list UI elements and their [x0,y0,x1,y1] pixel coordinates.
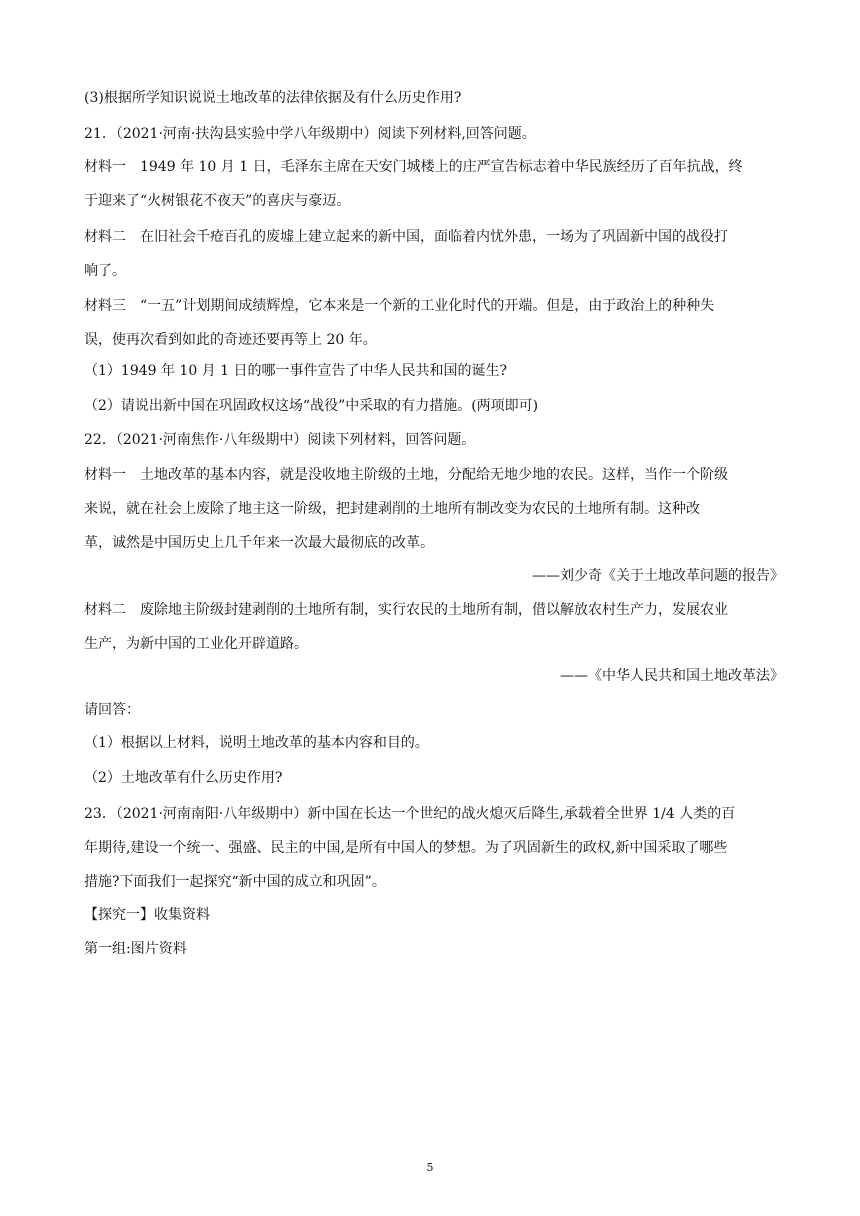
question-23-line-3: 措施?下面我们一起探究“新中国的成立和巩固”。 [84,874,386,890]
question-21-part-1: （1）1949 年 10 月 1 日的哪一事件宣告了中华人民共和国的诞生? [84,363,508,379]
material-22-1-line-1: 材料一 土地改革的基本内容，就是没收地主阶级的土地，分配给无地少地的农民。这样，当作一个阶级 [84,467,728,483]
question-22-part-2: （2）土地改革有什么历史作用? [84,770,283,786]
question-23-line-1: 23．（2021·河南南阳·八年级期中）新中国在长达一个世纪的战火熄灭后降生,承载着全世界 1/4 人类的百 [84,806,736,822]
question-22-heading: 22．（2021·河南焦作·八年级期中）阅读下列材料，回答问题。 [84,432,476,448]
material-3-line-2: 误，使再次看到如此的奇迹还要再等上 20 年。 [84,332,377,348]
material-2-line-2: 响了。 [84,263,126,279]
question-23-line-2: 年期待,建设一个统一、强盛、民主的中国,是所有中国人的梦想。为了巩固新生的政权,新中国采取了哪些 [84,840,728,856]
material-1-line-1: 材料一 1949 年 10 月 1 日，毛泽东主席在天安门城楼上的庄严宣告标志着中华民族经历了百年抗战，终 [84,159,743,175]
question-21-heading: 21．（2021·河南·扶沟县实验中学八年级期中）阅读下列材料,回答问题。 [84,126,536,142]
material-2-line-1: 材料二 在旧社会千疮百孔的废墟上建立起来的新中国，面临着内忧外患，一场为了巩固新中国的战役打 [84,229,728,245]
question-21-part-2: （2）请说出新中国在巩固政权这场“战役”中采取的有力措施。(两项即可) [84,398,539,414]
group-1-heading: 第一组:图片资料 [84,941,187,957]
material-22-2-line-1: 材料二 废除地主阶级封建剥削的土地所有制，实行农民的土地所有制，借以解放农村生产力，发展农业 [84,602,728,618]
material-22-1-line-3: 革，诚然是中国历史上几千年来一次最大最彻底的改革。 [84,535,434,551]
question-22-part-1: （1）根据以上材料，说明土地改革的基本内容和目的。 [84,735,429,751]
material-22-2-line-2: 生产，为新中国的工业化开辟道路。 [84,636,308,652]
material-22-1-source: ——刘少奇《关于土地改革问题的报告》 [532,568,784,584]
material-3-line-1: 材料三 “一五”计划期间成绩辉煌，它本来是一个新的工业化时代的开端。但是，由于政治上的种种失 [84,298,715,314]
question-22-answer-prompt: 请回答： [84,702,140,718]
material-1-line-2: 于迎来了“火树银花不夜天”的喜庆与豪迈。 [84,193,351,209]
material-22-2-source: ——《中华人民共和国土地改革法》 [560,668,784,684]
question-3-prompt: (3)根据所学知识说说土地改革的法律依据及有什么历史作用? [84,90,462,106]
exploration-1-heading: 【探究一】收集资料 [84,907,210,923]
page-number: 5 [426,1161,434,1174]
material-22-1-line-2: 来说，就在社会上废除了地主这一阶级，把封建剥削的土地所有制改变为农民的土地所有制。这种改 [84,501,700,517]
